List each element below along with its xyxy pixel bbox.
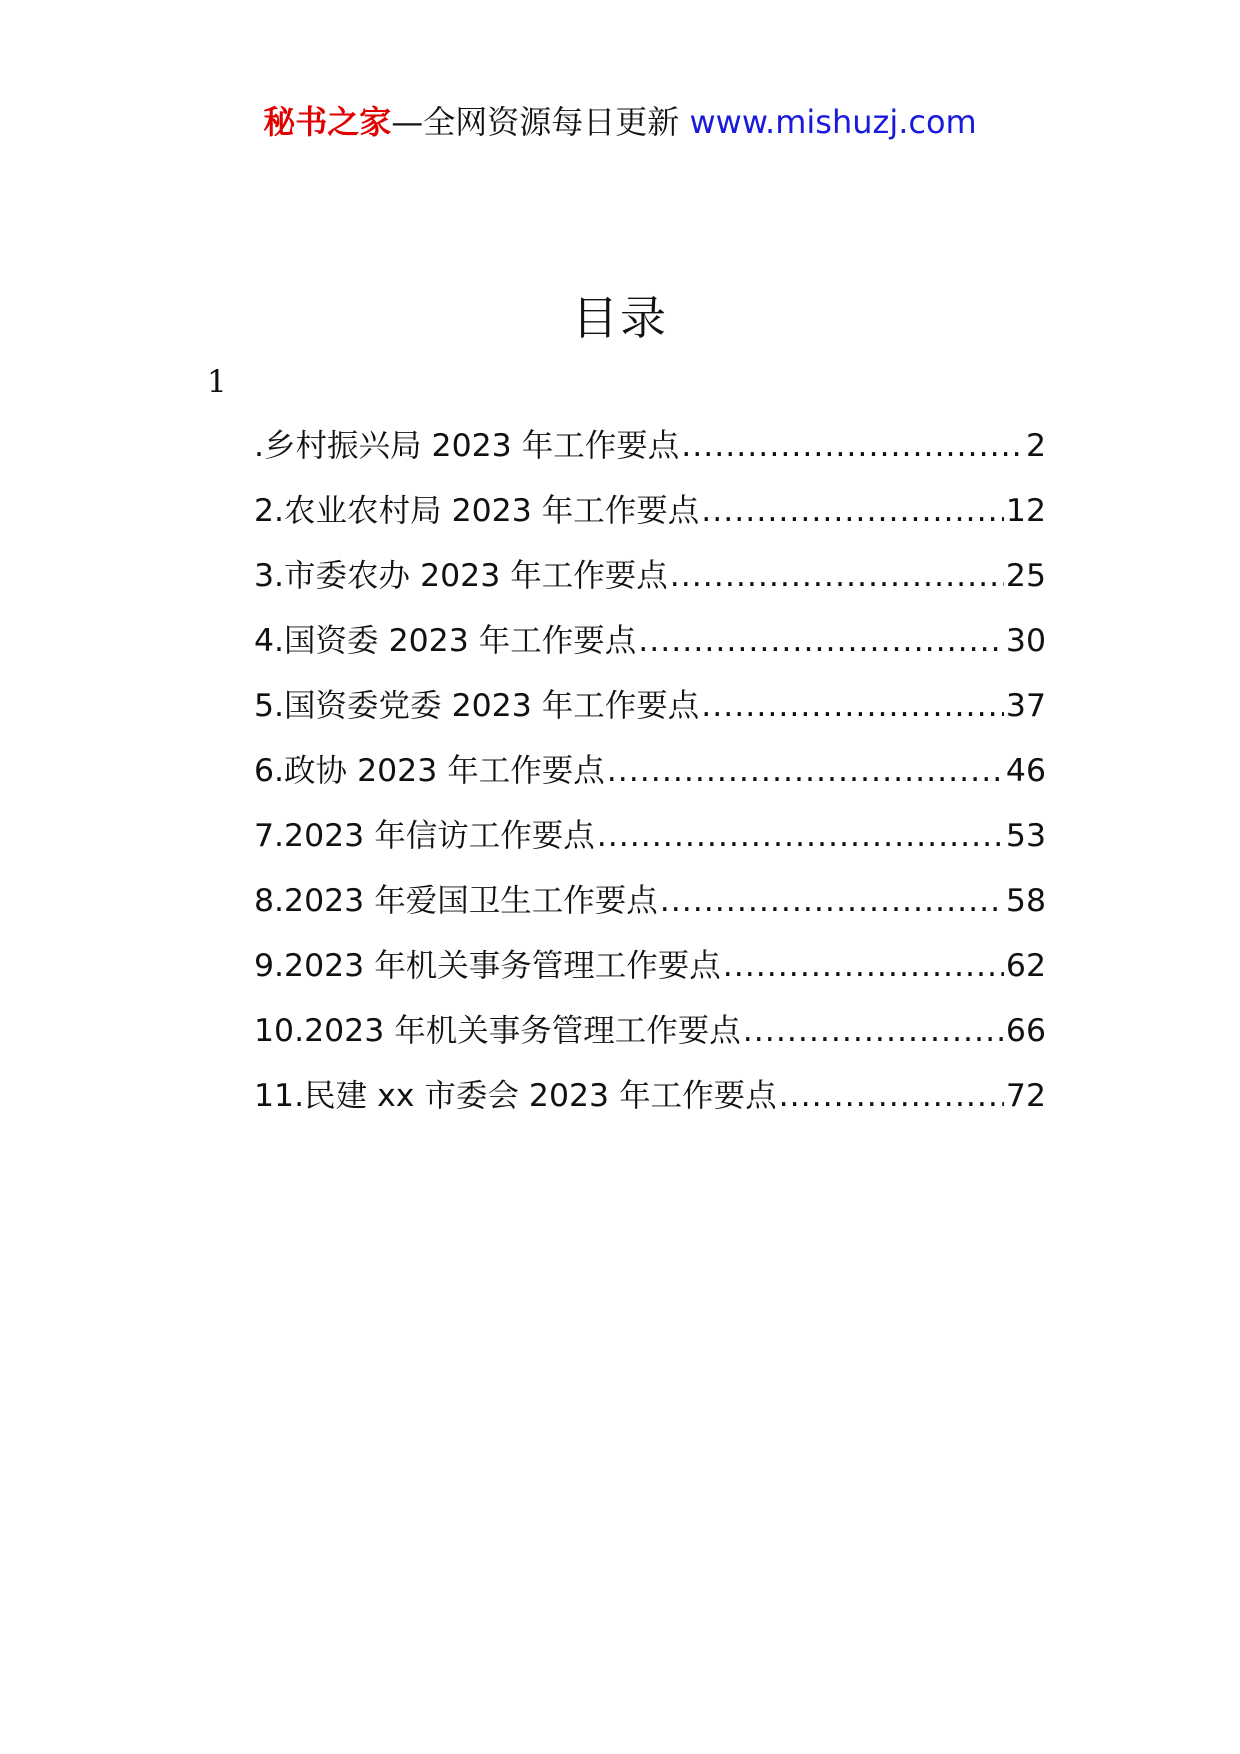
toc-entry-page: 62 [1005,948,1046,984]
toc-dot-leader [607,749,1004,793]
toc-entry-page: 66 [1005,1013,1046,1049]
toc-entry-page: 25 [1005,558,1046,594]
toc-entry-title: 6.政协 2023 年工作要点 [254,753,605,789]
toc-dot-leader [723,944,1004,988]
toc-entry-title: 3.市委农办 2023 年工作要点 [254,558,668,594]
toc-entry-title: 9.2023 年机关事务管理工作要点 [254,948,721,984]
toc-entry-title: 8.2023 年爱国卫生工作要点 [254,883,658,919]
toc-entry[interactable] [254,424,1046,489]
toc-entry-page: 46 [1005,753,1046,789]
site-header [0,100,1240,144]
toc-dot-leader [779,1074,1004,1118]
toc-entry-page: 37 [1005,688,1046,724]
toc-entry-title: 5.国资委党委 2023 年工作要点 [254,688,700,724]
toc-dot-leader [701,489,1004,533]
toc-dot-leader [638,619,1004,663]
toc-entry[interactable] [254,944,1046,1009]
toc-entry[interactable] [254,879,1046,944]
toc-entry[interactable] [254,554,1046,619]
toc-entry[interactable] [254,489,1046,554]
toc-dot-leader [660,879,1004,923]
toc-entry[interactable] [254,1009,1046,1074]
toc-title: 目录 [572,291,668,345]
toc-dot-leader [743,1009,1004,1053]
header-tagline: —全网资源每日更新 [391,103,680,141]
toc-entry[interactable] [254,749,1046,814]
toc-entry-page: 2 [1025,428,1046,464]
toc-entry-title: 2.农业农村局 2023 年工作要点 [254,493,700,529]
brand-name: 秘书之家 [263,103,392,141]
toc-entry[interactable] [254,1074,1046,1139]
toc-list [254,424,1046,1139]
toc-dot-leader [670,554,1004,598]
toc-entry-title: 4.国资委 2023 年工作要点 [254,623,637,659]
site-url-link[interactable]: www.mishuzj.com [689,103,977,141]
toc-entry-page: 30 [1005,623,1046,659]
toc-dot-leader [681,424,1024,468]
toc-entry-title: 11.民建 xx 市委会 2023 年工作要点 [254,1078,777,1114]
toc-entry-page: 58 [1005,883,1046,919]
toc-entry-title: 7.2023 年信访工作要点 [254,818,595,854]
toc-entry-page: 72 [1005,1078,1046,1114]
toc-entry-page: 53 [1005,818,1046,854]
toc-entry-title: .乡村振兴局 2023 年工作要点 [254,428,680,464]
toc-entry-title: 10.2023 年机关事务管理工作要点 [254,1013,741,1049]
toc-entry[interactable] [254,619,1046,684]
toc-dot-leader [701,684,1004,728]
toc-entry-page: 12 [1005,493,1046,529]
toc-entry[interactable] [254,814,1046,879]
toc-dot-leader [597,814,1004,858]
stray-list-number: 1 [207,364,227,400]
toc-entry[interactable] [254,684,1046,749]
